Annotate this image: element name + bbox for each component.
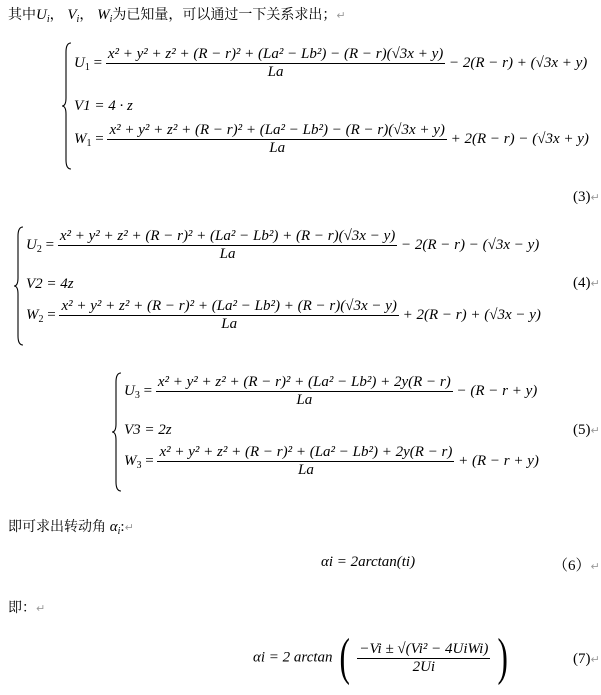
var-v-sub: i [76, 14, 80, 25]
var-w-sub: i [109, 14, 113, 25]
eq5-v-row: V3 = 2z [124, 422, 172, 438]
var-v: V [67, 7, 77, 23]
eq4-w-sub: 2 [38, 313, 44, 325]
return-mark: ↵ [590, 560, 600, 573]
left-paren-icon: ( [339, 629, 351, 686]
eq4-u-row: $U_2$ = $\frac{\text{x² + y² + z² + (R − r)² + (La² − Lb²) + (R − r)(√3x − y)}}{La}$ − 2(R − r) − (√3x − y) [26, 228, 540, 262]
return-mark: ↵ [590, 424, 600, 437]
eq4-u-lhs: U [26, 236, 37, 253]
eq3-u-denominator: La [106, 63, 445, 81]
eq4-v-row: V2 = 4z [26, 276, 74, 292]
eq4-u-denominator: La [58, 245, 397, 263]
eq5-u-denominator: La [156, 391, 453, 409]
eq3-w-lhs: W [74, 130, 87, 147]
eq4-w-fraction [59, 298, 398, 333]
equation-system-5 [112, 372, 562, 494]
eq6-number-text: （6） [553, 558, 591, 574]
eq5-w-tail: + (R − r + y) [458, 452, 539, 469]
intro-prefix: 其中 [8, 7, 36, 23]
left-brace-icon [62, 42, 72, 170]
eq3-u-lhs: U [74, 54, 85, 71]
eq4-u-sub: 2 [36, 243, 42, 255]
eq4-w-tail: + 2(R − r) + (√3x − y) [402, 306, 541, 323]
var-u: U [36, 7, 47, 23]
eq4-u-numerator: x² + y² + z² + (R − r)² + (La² − Lb²) + (R − r)(√3x − y) [59, 228, 396, 244]
eq5-u-sub: 3 [134, 389, 140, 401]
eq4-number [573, 275, 600, 292]
return-mark: ↵ [590, 653, 600, 666]
eq4-u-tail: − 2(R − r) − (√3x − y) [401, 236, 540, 253]
alpha-sub: i [117, 526, 121, 537]
eq5-number [573, 422, 600, 439]
intro-suffix: 为已知量，可以通过一下关系求出； [112, 7, 337, 23]
return-mark: ↵ [336, 9, 346, 22]
ie-label: 即： [8, 600, 36, 616]
eq3-u-numerator: x² + y² + z² + (R − r)² + (La² − Lb²) − (R − r)(√3x + y) [107, 46, 444, 62]
text-ie [8, 597, 45, 617]
eq5-w-row: $W_3$ = $\frac{\text{x² + y² + z² + (R − r)² + (La² − Lb²) + 2y(R − r)}}{La}$ + (R − r + y) [124, 444, 539, 478]
equation-6: αi = 2arctan(ti) [321, 554, 416, 570]
eq3-u-sub: 1 [84, 61, 90, 73]
return-mark: ↵ [36, 602, 46, 615]
left-brace-icon [112, 372, 122, 492]
eq3-v-row: V1 = 4 · z [74, 98, 133, 114]
eq7-fraction [357, 641, 490, 676]
eq3-u-tail: − 2(R − r) + (√3x + y) [449, 54, 588, 71]
eq3-w-numerator: x² + y² + z² + (R − r)² + (La² − Lb²) − (R − r)(√3x + y) [109, 122, 445, 138]
eq4-u-fraction [58, 228, 397, 263]
eq5-u-lhs: U [124, 382, 135, 399]
eq6-number [553, 554, 600, 575]
eq7-denominator: 2Ui [357, 658, 490, 676]
eq3-number [573, 189, 600, 206]
var-w: W [97, 7, 110, 23]
alpha-var: α [109, 519, 118, 535]
eq5-u-row: $U_3$ = $\frac{\text{x² + y² + z² + (R − r)² + (La² − Lb²) + 2y(R − r)}}{La}$ − (R − r + y) [124, 374, 538, 408]
eq4-w-row: $W_2$ = $\frac{\text{x² + y² + z² + (R − r)² + (La² − Lb²) + (R − r)(√3x − y)}}{La}$ + 2(R − r) + (√3x − y) [26, 298, 541, 332]
eq4-w-lhs: W [26, 306, 39, 323]
eq5-u-tail: − (R − r + y) [456, 382, 538, 399]
eq5-w-numerator: x² + y² + z² + (R − r)² + (La² − Lb²) + 2y(R − r) [159, 444, 453, 460]
sep-1: ， [49, 7, 64, 23]
eq3-w-sub: 1 [86, 137, 92, 149]
eq5-w-fraction [157, 444, 454, 479]
eq4-number-text: (4) [573, 275, 591, 291]
eq5-u-numerator: x² + y² + z² + (R − r)² + (La² − Lb²) + 2y(R − r) [157, 374, 451, 390]
eq3-number-text: (3) [573, 189, 591, 205]
eq3-w-denominator: La [107, 139, 446, 157]
equation-system-3 [62, 42, 597, 170]
eq3-u-fraction [106, 46, 445, 81]
eq5-number-text: (5) [573, 422, 591, 438]
eq5-w-sub: 3 [136, 459, 142, 471]
right-paren-icon: ) [497, 629, 508, 686]
eq7-number-text: (7) [573, 651, 591, 667]
var-u-sub: i [46, 14, 50, 25]
eq4-w-denominator: La [59, 315, 398, 333]
colon: : [120, 519, 125, 535]
equation-7 [253, 629, 511, 686]
text-rotation-angle [8, 516, 134, 536]
eq3-w-fraction [107, 122, 446, 157]
eq7-lhs: αi = 2 arctan [253, 649, 333, 666]
eq5-w-lhs: W [124, 452, 137, 469]
equation-system-4 [14, 226, 594, 350]
eq7-number [573, 651, 600, 668]
eq7-numerator: −Vi ± √(Vi² − 4UiWi) [359, 640, 489, 657]
intro-line [8, 4, 346, 24]
eq3-w-tail: + 2(R − r) − (√3x + y) [450, 130, 589, 147]
return-mark: ↵ [124, 521, 134, 534]
eq3-u-row: $U_1$ = $\frac{\text{x² + y² + z² + (R − r)² + (La² − Lb²) − (R − r)(√3x + y)}}{La}$ − 2(R − r) + (√3x + y) [74, 46, 588, 80]
sep-2: ， [79, 7, 94, 23]
eq3-w-row: $W_1$ = $\frac{\text{x² + y² + z² + (R − r)² + (La² − Lb²) − (R − r)(√3x + y)}}{La}$ + 2(R − r) − (√3x + y) [74, 122, 589, 156]
return-mark: ↵ [590, 277, 600, 290]
left-brace-icon [14, 226, 24, 346]
rotation-angle-label: 即可求出转动角 [8, 519, 106, 535]
eq5-w-denominator: La [157, 461, 454, 479]
return-mark: ↵ [590, 191, 600, 204]
eq5-u-fraction [156, 374, 453, 409]
eq4-w-numerator: x² + y² + z² + (R − r)² + (La² − Lb²) + (R − r)(√3x − y) [61, 298, 397, 314]
